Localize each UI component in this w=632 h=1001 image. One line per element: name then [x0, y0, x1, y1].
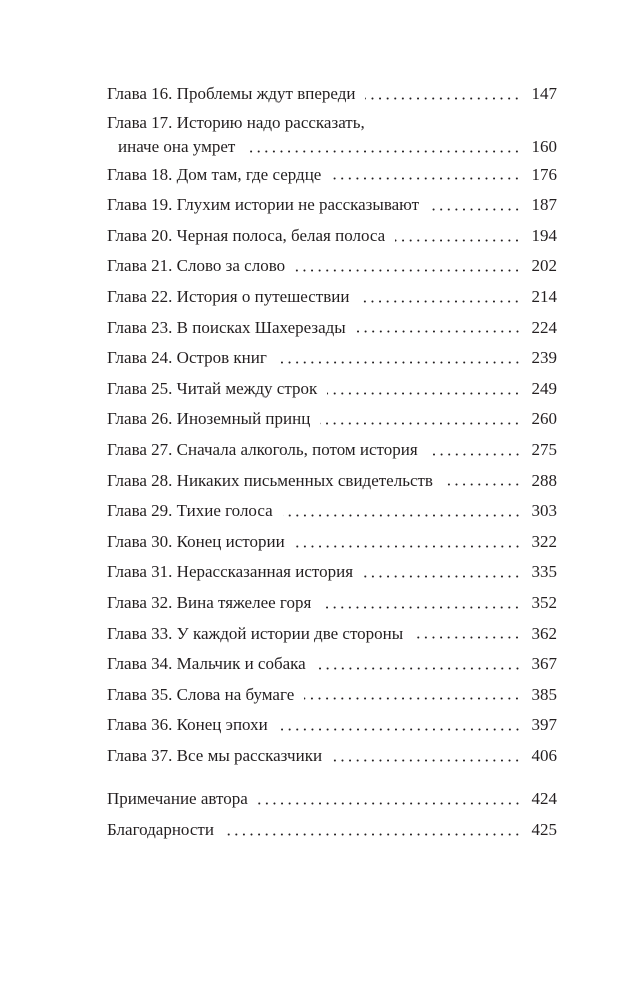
toc-entry-page: 194 — [531, 225, 557, 245]
toc-entry-title: Глава 16. Проблемы ждут впереди — [107, 84, 356, 103]
toc-entry-title: Глава 17. Историю надо рассказать, — [107, 112, 365, 132]
toc-entry-title: Глава 33. У каждой истории две стороны — [107, 623, 404, 643]
toc-entry-title: Глава 26. Иноземный принц — [107, 409, 311, 429]
toc-entry-page: 367 — [531, 654, 557, 674]
toc-entry-chapter-29 — [107, 496, 557, 527]
toc-entry-chapter-17 — [107, 110, 557, 160]
toc-entry-page: 406 — [531, 745, 557, 765]
toc-entry-chapter-27 — [107, 435, 557, 466]
toc-entry-page: 239 — [531, 348, 557, 368]
toc-entry-chapter-35 — [107, 680, 557, 711]
toc-entry-page: 425 — [531, 820, 557, 840]
toc-entry-page: 176 — [531, 164, 557, 184]
dot-leader — [428, 453, 521, 456]
toc-entry-acknowledgements — [107, 815, 557, 846]
dot-leader — [359, 300, 521, 303]
toc-entry-title: Глава 31. Нерассказанная история — [107, 562, 354, 582]
toc-entry-page: 352 — [531, 592, 557, 612]
toc-entry-title: Глава 35. Слова на бумаге — [107, 684, 295, 704]
dot-leader — [321, 606, 521, 609]
dot-leader — [295, 545, 521, 548]
toc-entry-title: Глава 30. Конец истории — [107, 531, 285, 551]
toc-entry-title: Глава 24. Остров книг — [107, 348, 267, 368]
dot-leader — [278, 728, 521, 731]
dot-leader — [429, 208, 521, 211]
toc-entry-chapter-22 — [107, 282, 557, 313]
section-gap — [107, 771, 557, 784]
toc-entry-chapter-16 — [107, 79, 557, 110]
toc-entry-page: 424 — [531, 789, 557, 809]
toc-entry-page: 224 — [531, 317, 557, 337]
toc-entry-page: 202 — [531, 256, 557, 276]
dot-leader — [365, 97, 521, 100]
dot-leader — [258, 802, 521, 805]
toc-entry-title: Глава 37. Все мы рассказчики — [107, 745, 323, 765]
toc-entry-chapter-19 — [107, 190, 557, 221]
toc-entry-chapter-37 — [107, 741, 557, 772]
toc-entry-chapter-31 — [107, 557, 557, 588]
toc-entry-title: Глава 25. Читай между строк — [107, 378, 318, 398]
toc-entry-page: 397 — [531, 715, 557, 735]
dot-leader — [320, 422, 521, 425]
dot-leader — [277, 361, 521, 364]
toc-entry-chapter-33 — [107, 619, 557, 650]
toc-entry-title: Глава 29. Тихие голоса — [107, 501, 273, 521]
dot-leader — [363, 575, 521, 578]
toc-entry-chapter-18 — [107, 160, 557, 191]
table-of-contents — [107, 79, 557, 846]
toc-entry-title: Глава 32. Вина тяжелее горя — [107, 592, 312, 612]
toc-entry-title: Глава 34. Мальчик и собака — [107, 654, 306, 674]
toc-entry-page: 362 — [531, 623, 557, 643]
toc-entry-chapter-32 — [107, 588, 557, 619]
toc-entry-author-note — [107, 784, 557, 815]
toc-entry-chapter-34 — [107, 649, 557, 680]
dot-leader — [331, 177, 521, 180]
toc-entry-page: 160 — [531, 136, 557, 156]
toc-entry-title: Глава 27. Сначала алкоголь, потом история — [107, 439, 418, 459]
toc-entry-page: 275 — [531, 439, 557, 459]
dot-leader — [304, 697, 521, 700]
toc-entry-title: Глава 18. Дом там, где сердце — [107, 164, 322, 184]
toc-entry-title: Глава 23. В поисках Шахерезады — [107, 317, 346, 337]
toc-entry-page: 214 — [531, 286, 557, 306]
dot-leader — [327, 392, 521, 395]
toc-entry-chapter-36 — [107, 710, 557, 741]
toc-entry-title: Глава 22. История о путешествии — [107, 286, 350, 306]
toc-entry-page: 288 — [531, 470, 557, 490]
toc-entry-page: 187 — [531, 195, 557, 215]
toc-entry-chapter-30 — [107, 527, 557, 558]
toc-entry-page: 322 — [531, 531, 557, 551]
dot-leader — [224, 833, 521, 836]
toc-entry-chapter-20 — [107, 221, 557, 252]
toc-entry-page: 260 — [531, 409, 557, 429]
toc-entry-chapter-26 — [107, 404, 557, 435]
toc-entry-chapter-28 — [107, 466, 557, 497]
dot-leader — [283, 514, 521, 517]
dot-leader — [332, 759, 521, 762]
toc-entry-page: 147 — [531, 84, 557, 103]
toc-entry-chapter-24 — [107, 343, 557, 374]
toc-entry-title-continued: иначе она умрет — [118, 136, 236, 156]
dot-leader — [356, 330, 521, 333]
dot-leader — [295, 269, 521, 272]
toc-entry-page: 335 — [531, 562, 557, 582]
toc-entry-chapter-23 — [107, 313, 557, 344]
toc-entry-title: Глава 21. Слово за слово — [107, 256, 286, 276]
dot-leader — [316, 667, 521, 670]
toc-entry-title: Глава 36. Конец эпохи — [107, 715, 268, 735]
toc-entry-title: Глава 20. Черная полоса, белая полоса — [107, 225, 386, 245]
toc-entry-chapter-21 — [107, 251, 557, 282]
toc-entry-page: 303 — [531, 501, 557, 521]
toc-entry-title: Глава 19. Глухим истории не рассказывают — [107, 195, 420, 215]
dot-leader — [395, 239, 521, 242]
toc-entry-title: Благодарности — [107, 820, 214, 840]
toc-entry-page: 249 — [531, 378, 557, 398]
toc-entry-title: Примечание автора — [107, 789, 248, 809]
toc-entry-page: 385 — [531, 684, 557, 704]
dot-leader — [245, 150, 521, 153]
dot-leader — [443, 483, 521, 486]
dot-leader — [413, 636, 521, 639]
toc-entry-title: Глава 28. Никаких письменных свидетельств — [107, 470, 433, 490]
toc-entry-chapter-25 — [107, 374, 557, 405]
